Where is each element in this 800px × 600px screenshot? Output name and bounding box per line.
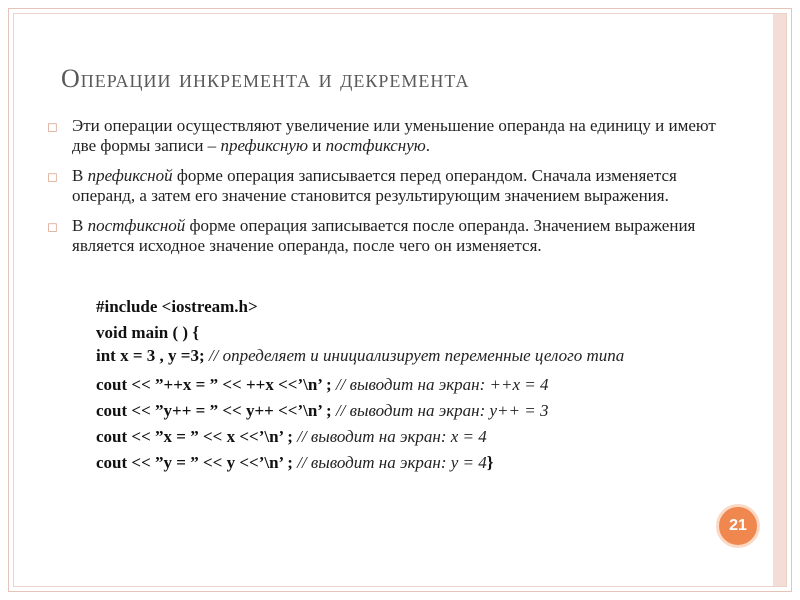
slide-title: Операции инкремента и декремента [61, 64, 470, 93]
slide-right-accent-band [773, 14, 786, 586]
code-text: cout << ”y++ = ” << y++ <<’\n’ ; [96, 401, 336, 420]
code-line [96, 450, 726, 476]
code-comment: // выводит на экран: x = 4 [297, 427, 487, 446]
code-line [96, 372, 726, 398]
bullet-text-part: форме операция записывается после операнда. Значением выражения является исходное значение операнда, после чего он изменяется. [72, 216, 696, 255]
square-bullet-icon: ◻ [47, 120, 58, 135]
bullet-italic-term: постфиксную [325, 136, 426, 155]
bullet-item [47, 166, 737, 206]
bullet-italic-term: префиксную [220, 136, 308, 155]
bullet-text-part: и [307, 136, 326, 155]
code-comment: // выводит на экран: y++ = 3 [335, 401, 549, 420]
bullet-item [47, 216, 737, 256]
bullet-text-part: форме операция записывается перед операндом. Сначала изменяется операнд, а затем его значение становится результирующим значением выражения. [72, 166, 677, 205]
square-bullet-icon: ◻ [47, 170, 58, 185]
code-line [96, 424, 726, 450]
code-text: cout << ”y = ” << y <<’\n’ ; [96, 453, 298, 472]
code-text: int x = 3 , y =3; [96, 346, 209, 365]
bullet-text [72, 166, 737, 206]
code-line [96, 294, 726, 320]
code-text: cout << ”x = ” << x <<’\n’ ; [96, 427, 298, 446]
code-comment: // определяет и инициализирует переменные целого типа [208, 346, 625, 365]
code-text: void main ( ) { [96, 323, 200, 342]
square-bullet-icon: ◻ [47, 220, 58, 235]
code-closing-brace: } [486, 453, 494, 472]
bullet-list [47, 116, 737, 266]
code-text: #include <iostream.h> [96, 297, 258, 316]
bullet-text-part: . [425, 136, 431, 155]
bullet-text [72, 116, 737, 156]
bullet-text-part: В [72, 216, 88, 235]
code-line [96, 320, 726, 346]
bullet-text [72, 216, 737, 256]
code-line [96, 346, 726, 366]
bullet-italic-term: префиксной [87, 166, 173, 185]
bullet-text-part: Эти операции осуществляют увеличение или уменьшение операнда на единицу и имеют две формы записи – [72, 116, 716, 155]
code-line [96, 398, 726, 424]
code-text: cout << ”++x = ” << ++x <<’\n’ ; [96, 375, 336, 394]
bullet-italic-term: постфиксной [87, 216, 186, 235]
bullet-text-part: В [72, 166, 88, 185]
code-comment: // выводит на экран: ++x = 4 [335, 375, 549, 394]
code-listing [96, 294, 726, 476]
page-number-badge: 21 [716, 504, 760, 548]
bullet-item [47, 116, 737, 156]
code-comment: // выводит на экран: y = 4 [297, 453, 487, 472]
